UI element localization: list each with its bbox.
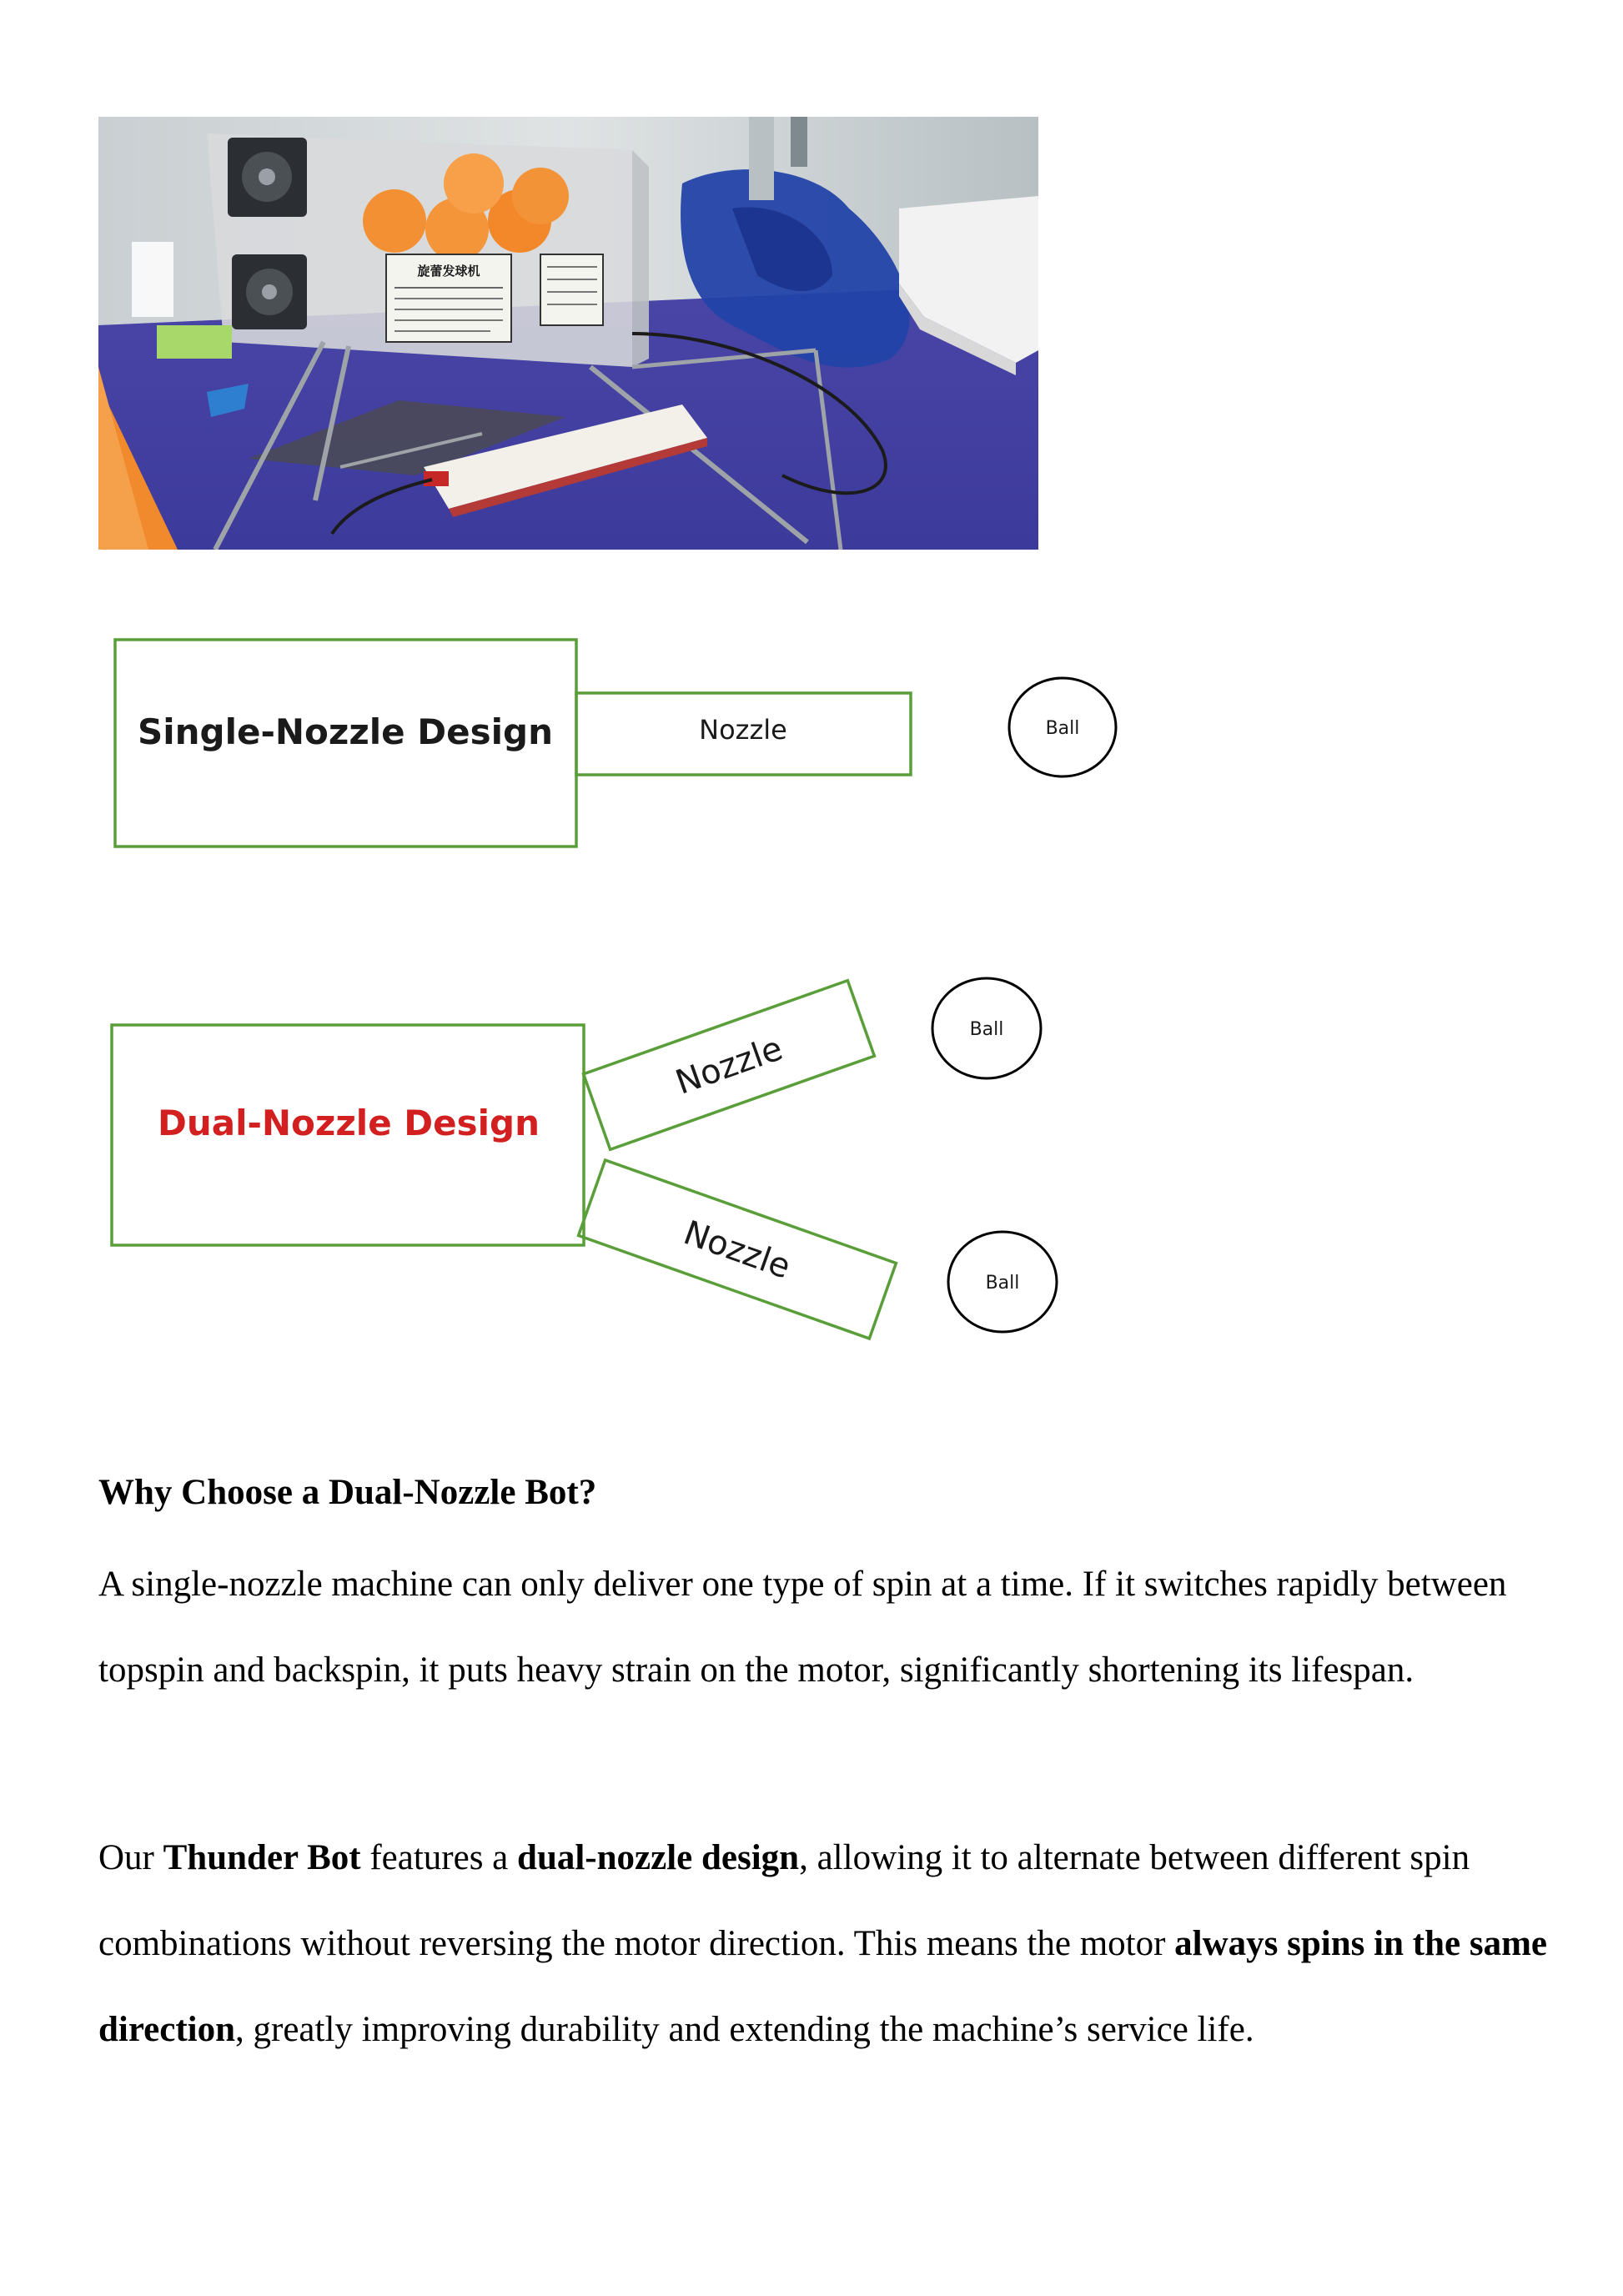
dual-ball-bottom-label: Ball [985, 1273, 1020, 1294]
dual-nozzle-top-label: Nozzle [671, 1029, 788, 1103]
para2-text-3: , allowing it to alternate between different spin combinations without reversing the motor direction. This means the motor [98, 1838, 1470, 1963]
para2-text-1: Our [98, 1838, 163, 1877]
machine-photo [98, 117, 1038, 550]
dual-nozzle-top [584, 981, 875, 1150]
para2-text-4: , greatly improving durability and extending the machine’s service life. [235, 2010, 1254, 2049]
dual-ball-top-label: Ball [969, 1019, 1004, 1040]
single-ball-label: Ball [1045, 718, 1080, 739]
paragraph-dual-nozzle [98, 1815, 1550, 2072]
para2-bold-same-direction: always spins in the same direction [98, 1924, 1547, 2049]
para2-bold-dual-nozzle: dual-nozzle design [517, 1838, 800, 1877]
dual-nozzle-bottom [579, 1160, 897, 1339]
nozzle-diagram-svg [0, 584, 1623, 1376]
machine-photo-illustration [98, 117, 1038, 550]
dual-nozzle-title: Dual-Nozzle Design [157, 1103, 540, 1143]
machine-label-title: 旋蕾发球机 [417, 264, 480, 279]
para2-bold-product-name: Thunder Bot [163, 1838, 361, 1877]
dual-nozzle-bottom-label: Nozzle [678, 1213, 796, 1287]
paragraph-single-nozzle: A single-nozzle machine can only deliver one type of spin at a time. If it switches rapidly between topspin and backspin, it puts heavy strain on the motor, significantly shortening its lifespan. [98, 1565, 1507, 1690]
single-nozzle-label: Nozzle [699, 714, 787, 746]
para2-text-2: features a [360, 1838, 518, 1877]
single-nozzle-title: Single-Nozzle Design [137, 711, 554, 752]
section-heading: Why Choose a Dual-Nozzle Bot? [98, 1473, 597, 1512]
nozzle-diagram [0, 584, 1623, 1376]
